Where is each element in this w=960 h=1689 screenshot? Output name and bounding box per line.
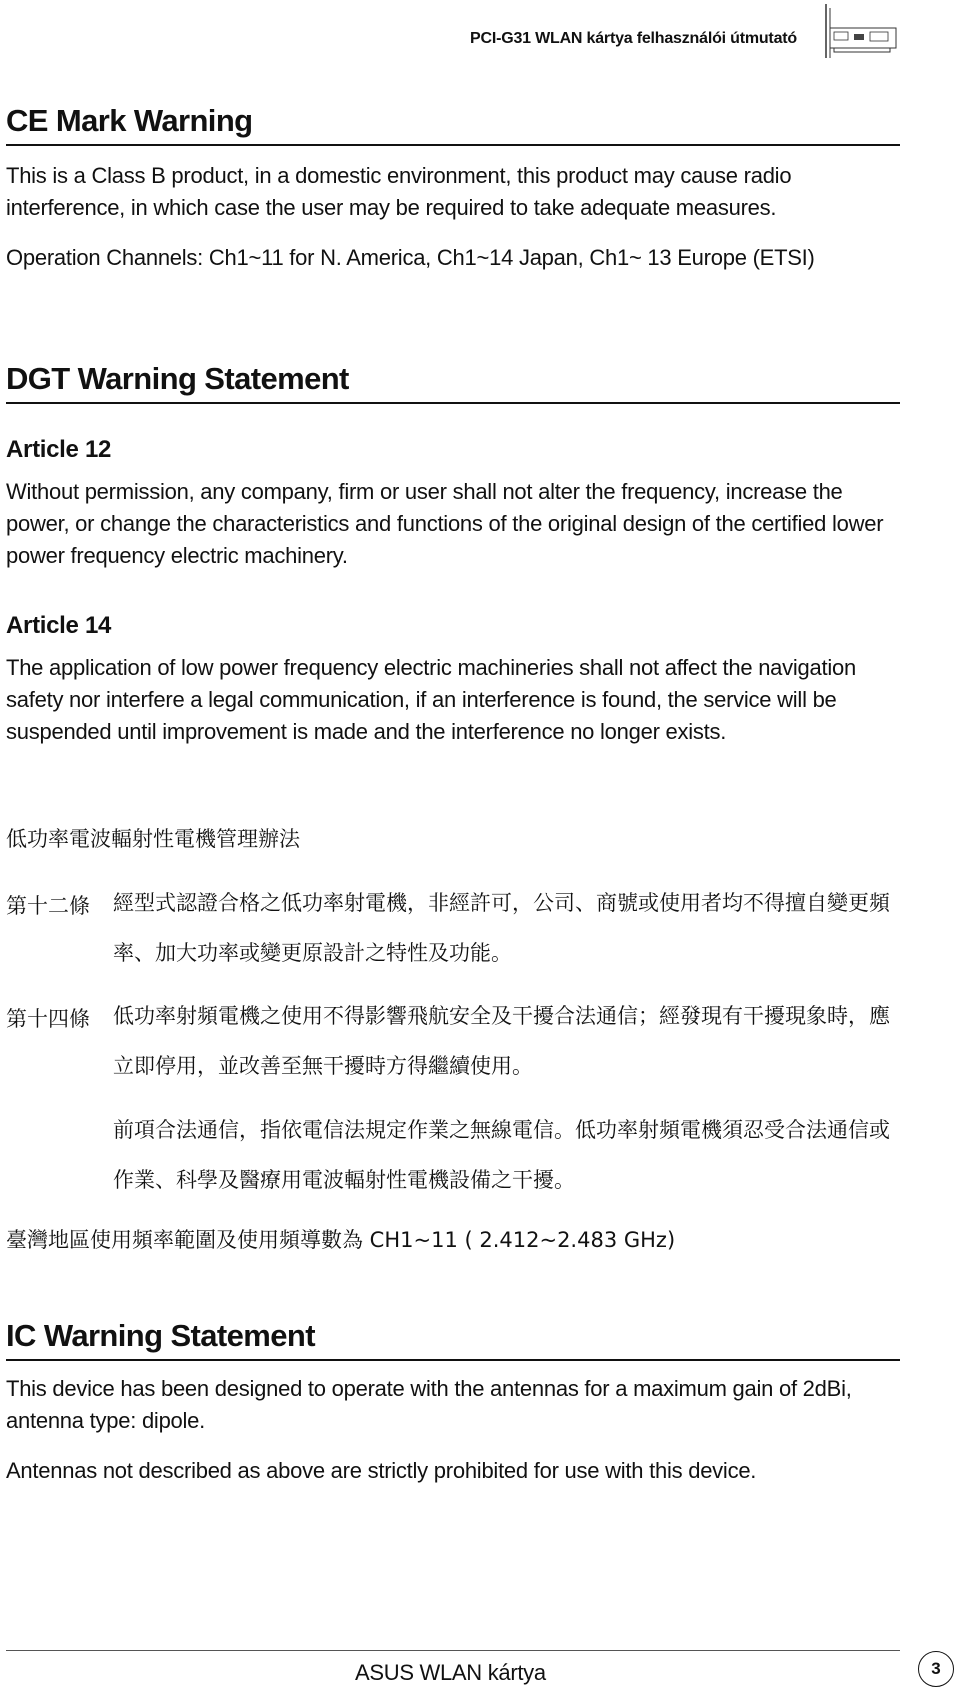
- cn-article-14-text-2: 前項合法通信，指依電信法規定作業之無線電信。低功率射頻電機須忍受合法通信或作業、科學及醫療用電波輻射性電機設備之干擾。: [113, 1118, 890, 1192]
- wlan-card-icon: [820, 2, 900, 60]
- page-number: 3: [918, 1651, 954, 1687]
- ce-paragraph-1: This is a Class B product, in a domestic environment, this product may cause radio interference, in which case the user may be required to take adequate measures.: [6, 163, 792, 220]
- cn-article-12-text: 經型式認證合格之低功率射電機，非經許可，公司、商號或使用者均不得擅自變更頻率、加大功率或變更原設計之特性及功能。: [113, 891, 890, 965]
- ce-heading: CE Mark Warning: [6, 104, 900, 146]
- ic-paragraph-1: This device has been designed to operate with the antennas for a maximum gain of 2dBi, antenna type: dipole.: [6, 1376, 852, 1433]
- article-12-text: Without permission, any company, firm or user shall not alter the frequency, increase the power, or change the characteristics and functions of the original design of the certified lower power frequency electric machinery.: [6, 479, 884, 568]
- cn-article-12-label: 第十二條: [6, 894, 90, 918]
- article-14-text: The application of low power frequency electric machineries shall not affect the navigation safety nor interfere a legal communication, if an interference is found, the service will be suspended until improvement is made and the interference no longer exists.: [6, 655, 856, 744]
- ic-paragraph-2: Antennas not described as above are strictly prohibited for use with this device.: [6, 1458, 757, 1483]
- cn-taiwan-frequency-line: 臺灣地區使用頻率範圍及使用頻導數為 CH1~11 ( 2.412~2.483 GHz): [6, 1228, 676, 1252]
- article-14-title: Article 14: [6, 612, 112, 639]
- footer-text: ASUS WLAN kártya: [355, 1660, 546, 1685]
- footer-rule: [6, 1650, 900, 1651]
- ic-heading: IC Warning Statement: [6, 1319, 900, 1361]
- cn-article-14-text-1: 低功率射頻電機之使用不得影響飛航安全及干擾合法通信；經發現有干擾現象時，應立即停用，並改善至無干擾時方得繼續使用。: [113, 1004, 890, 1078]
- cn-article-14-label: 第十四條: [6, 1007, 90, 1031]
- article-12-title: Article 12: [6, 436, 112, 463]
- ce-paragraph-2: Operation Channels: Ch1~11 for N. America, Ch1~14 Japan, Ch1~ 13 Europe (ETSI): [6, 245, 815, 270]
- dgt-heading: DGT Warning Statement: [6, 362, 900, 404]
- header-title: PCI-G31 WLAN kártya felhasználói útmutató: [470, 30, 797, 47]
- cn-title: 低功率電波輻射性電機管理辦法: [6, 827, 300, 851]
